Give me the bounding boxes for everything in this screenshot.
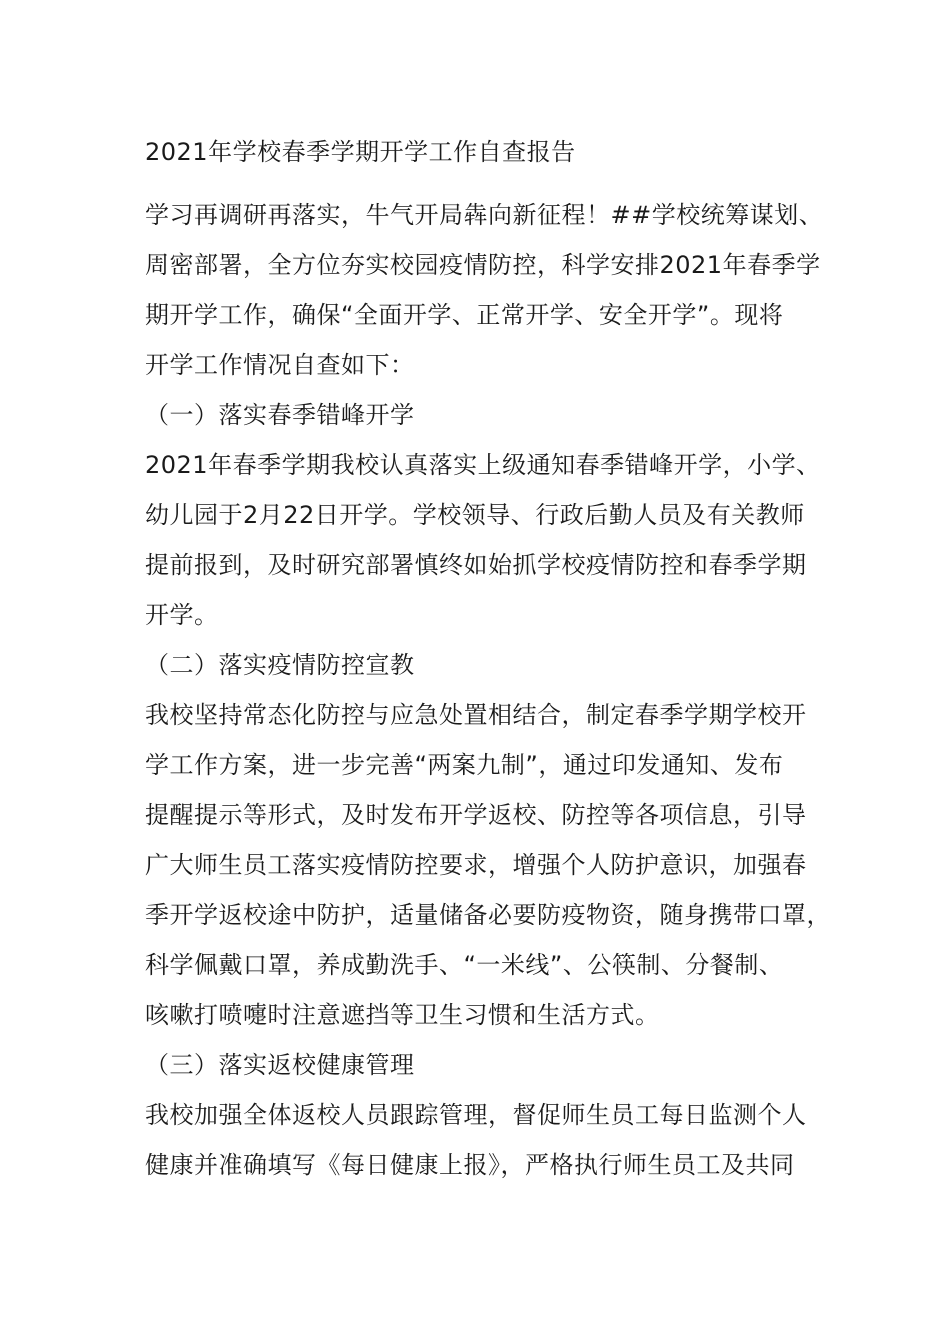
document-title: 2021年学校春季学期开学工作自查报告	[145, 138, 576, 166]
paragraph-line: 科学佩戴口罩，养成勤洗手、“一米线”、公筷制、分餐制、	[145, 951, 784, 979]
paragraph-line: 2021年春季学期我校认真落实上级通知春季错峰开学，小学、	[145, 451, 821, 479]
paragraph-line: 季开学返校途中防护，适量储备必要防疫物资，随身携带口罩，	[145, 901, 831, 929]
paragraph-line: 幼儿园于2月22日开学。学校领导、行政后勤人员及有关教师	[145, 501, 805, 529]
section-heading: （三）落实返校健康管理	[145, 1051, 415, 1079]
paragraph-line: 我校加强全体返校人员跟踪管理，督促师生员工每日监测个人	[145, 1101, 807, 1129]
section-heading: （一）落实春季错峰开学	[145, 401, 415, 429]
paragraph-line: 开学。	[145, 601, 219, 629]
paragraph-line: 提醒提示等形式，及时发布开学返校、防控等各项信息，引导	[145, 801, 807, 829]
section-heading: （二）落实疫情防控宣教	[145, 651, 415, 679]
paragraph-line: 健康并准确填写《每日健康上报》，严格执行师生员工及共同	[145, 1151, 795, 1179]
paragraph-line: 提前报到，及时研究部署慎终如始抓学校疫情防控和春季学期	[145, 551, 807, 579]
paragraph-line: 开学工作情况自查如下：	[145, 351, 415, 379]
paragraph-line: 广大师生员工落实疫情防控要求，增强个人防护意识，加强春	[145, 851, 807, 879]
paragraph-line: 咳嗽打喷嚏时注意遮挡等卫生习惯和生活方式。	[145, 1001, 660, 1029]
paragraph-line: 期开学工作，确保“全面开学、正常开学、安全开学”。现将	[145, 301, 784, 329]
paragraph-line: 我校坚持常态化防控与应急处置相结合，制定春季学期学校开	[145, 701, 807, 729]
paragraph-line: 周密部署，全方位夯实校园疫情防控，科学安排2021年春季学	[145, 251, 821, 279]
paragraph-line: 学习再调研再落实，牛气开局犇向新征程！##学校统筹谋划、	[145, 201, 824, 229]
paragraph-line: 学工作方案，进一步完善“两案九制”，通过印发通知、发布	[145, 751, 784, 779]
